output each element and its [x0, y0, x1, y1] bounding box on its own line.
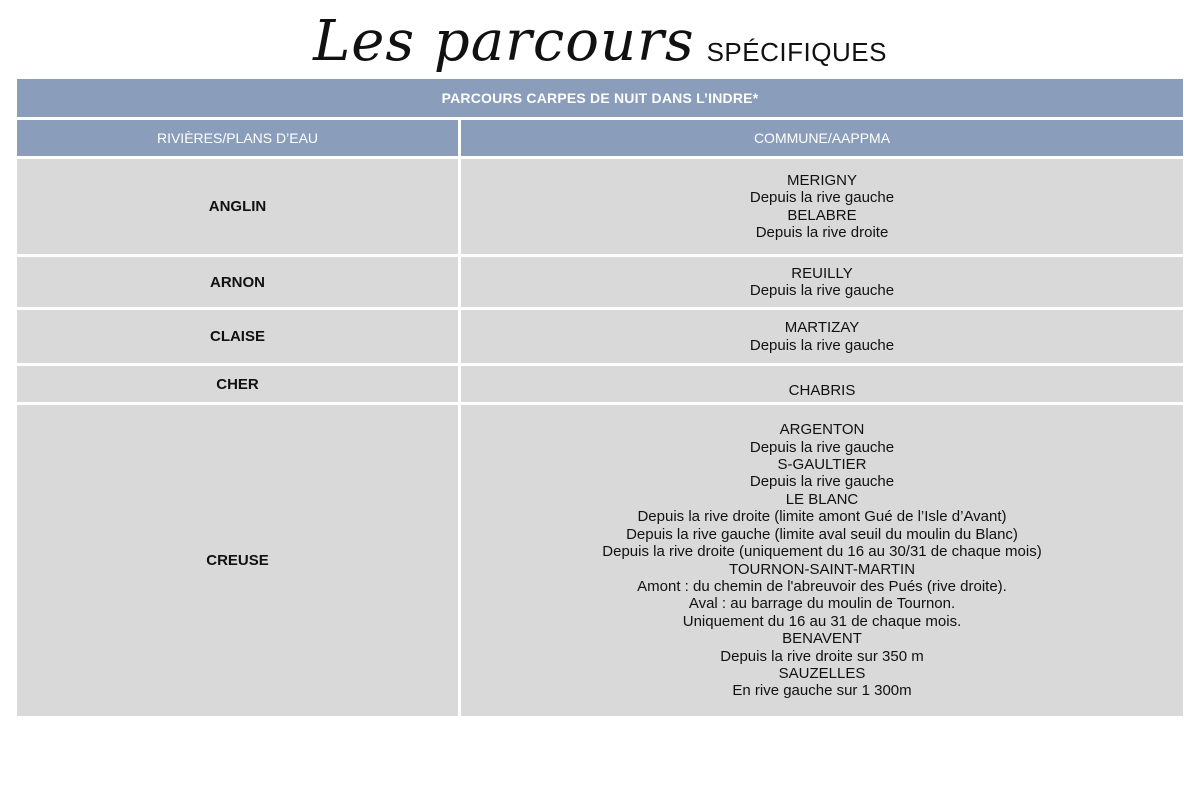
- title-caps-text: SPÉCIFIQUES: [706, 37, 887, 67]
- river-name: ANGLIN: [208, 198, 267, 215]
- commune-line: Aval : au barrage du moulin de Tournon.: [688, 595, 956, 613]
- commune-line: Depuis la rive gauche: [749, 189, 895, 207]
- river-cell: [17, 310, 458, 363]
- commune-line: Depuis la rive droite (uniquement du 16 au 30/31 de chaque mois): [602, 543, 1042, 561]
- commune-line: LE BLANC: [785, 490, 859, 508]
- commune-line: Depuis la rive gauche: [749, 473, 895, 491]
- parcours-table: [17, 79, 1183, 716]
- title-script-text: Les parcours: [313, 9, 695, 74]
- commune-line: S-GAULTIER: [777, 456, 867, 474]
- commune-line: CHABRIS: [788, 381, 856, 399]
- commune-cell: [461, 159, 1183, 254]
- river-name: CREUSE: [206, 552, 269, 569]
- commune-line: Amont : du chemin de l'abreuvoir des Pués (rive droite).: [637, 577, 1007, 595]
- page-title: [0, 0, 1200, 78]
- commune-cell: [461, 405, 1183, 716]
- commune-line: TOURNON-SAINT-MARTIN: [728, 560, 916, 578]
- river-name: CLAISE: [209, 328, 265, 345]
- commune-line: REUILLY: [791, 264, 853, 282]
- commune-cell: [461, 366, 1183, 402]
- commune-cell: [461, 257, 1183, 307]
- commune-cell: [461, 310, 1183, 363]
- commune-line: Depuis la rive gauche: [749, 282, 895, 299]
- commune-line: MARTIZAY: [784, 319, 860, 337]
- table-header-row: [17, 120, 1183, 156]
- commune-line: BENAVENT: [782, 630, 862, 648]
- commune-line: Depuis la rive droite: [755, 223, 889, 241]
- river-name: ARNON: [210, 273, 265, 291]
- river-cell: [17, 366, 458, 402]
- table-row: [17, 405, 1183, 716]
- river-cell: [17, 405, 458, 716]
- table-row: [17, 257, 1183, 307]
- commune-line: Depuis la rive droite sur 350 m: [720, 647, 924, 665]
- table-banner: PARCOURS CARPES DE NUIT DANS L’INDRE*: [17, 79, 1183, 117]
- commune-line: Depuis la rive gauche (limite aval seuil du moulin du Blanc): [626, 525, 1018, 543]
- table-row: [17, 366, 1183, 402]
- commune-line: Uniquement du 16 au 31 de chaque mois.: [682, 612, 962, 630]
- header-rivers: RIVIÈRES/PLANS D’EAU: [17, 120, 458, 156]
- commune-line: Depuis la rive droite (limite amont Gué de l’Isle d’Avant): [637, 508, 1007, 526]
- table-row: [17, 159, 1183, 254]
- table-row: [17, 310, 1183, 363]
- commune-line: SAUZELLES: [778, 664, 866, 682]
- river-name: CHER: [216, 376, 259, 393]
- commune-line: En rive gauche sur 1 300m: [732, 682, 912, 700]
- commune-line: BELABRE: [787, 206, 857, 224]
- header-commune: COMMUNE/AAPPMA: [461, 120, 1183, 156]
- commune-line: MERIGNY: [786, 171, 857, 189]
- commune-line: Depuis la rive gauche: [749, 336, 895, 354]
- commune-line: Depuis la rive gauche: [749, 438, 895, 456]
- river-cell: [17, 257, 458, 307]
- commune-line: ARGENTON: [779, 421, 865, 439]
- river-cell: [17, 159, 458, 254]
